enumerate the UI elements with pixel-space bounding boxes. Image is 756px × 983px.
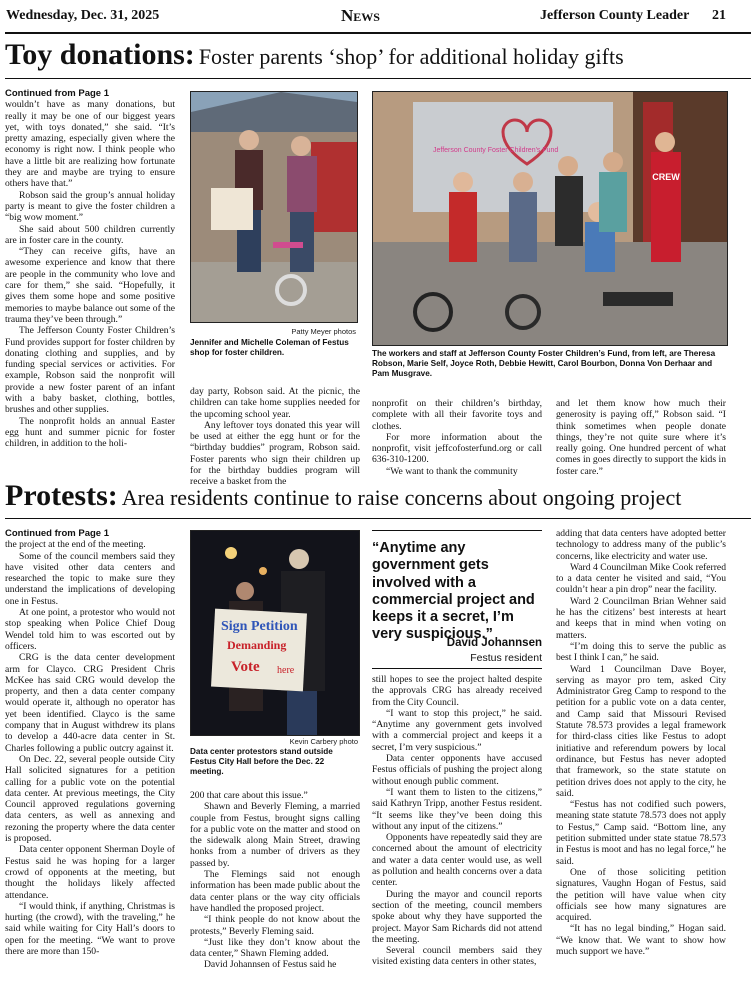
paragraph: Ward 2 Councilman Brian Wehner said he has the citizens’ best interests at heart and keeps that in mind when voting on matters. (556, 595, 726, 641)
paragraph: Some of the council members said they have visited other data centers and researched the topic to make sure they understand the implications of developing one in Festus. (5, 550, 175, 607)
paragraph: During the mayor and council reports section of the meeting, council members spoke about why they have supported the project. Mayor Sam Richards did not attend the meeting. (372, 888, 542, 945)
photo-credit: Kevin Carbery photo (289, 737, 358, 746)
photo-protestors-image (191, 531, 359, 735)
story2-column-2 (190, 790, 360, 978)
pullquote-name: David Johannsen (446, 637, 542, 649)
paragraph: Robson said the group’s annual holiday party is meant to give the foster children a “big wow moment.” (5, 189, 175, 224)
photo-caption: Data center protestors stand outside Festus City Hall before the Dec. 22 meeting. (190, 747, 333, 776)
headline-rule (5, 518, 751, 519)
continued-label: Continued from Page 1 (5, 528, 109, 539)
story1-headline (5, 38, 751, 78)
paragraph: day party, Robson said. At the picnic, the children can take home supplies needed for the upcoming school year. (190, 386, 360, 420)
paragraph: Ward 1 Councilman Dave Boyer, serving as mayor pro tem, asked City Administrator Greg Camp to respond to the petition for a public vote on a data center, and Camp said that Missouri Revised Statute 78.573 provides a legal framework for third-class cities like Festus to adopt initiative and referendum powers by local ordinance, but Festus has never adopted that framework, so the state statute on petition drives does not apply to the city, he said. (556, 663, 726, 799)
paragraph: The Flemings said not enough information has been made public about the data center plans or the way city officials have handled the proposed project. (190, 869, 360, 914)
sign-line: Sign Petition (221, 619, 298, 634)
photo-credit: Patty Meyer photos (291, 327, 356, 336)
photo-foster-fund-staff-image (373, 92, 727, 345)
section-name: News (341, 6, 380, 25)
pullquote-text: “Anytime any government gets involved with a commercial project and keeps it a secret, I’m very suspicious.” (372, 540, 535, 643)
photo-caption: Jennifer and Michelle Coleman of Festus shop for foster children. (190, 338, 349, 357)
photo-caption: The workers and staff at Jefferson County Foster Children’s Fund, from left, are Theresa Robson, Marie Self, Joyce Roth, Debbie Hewitt, Carol Bourbon, Donna Von Derhaar and Pam Musgrave. (372, 349, 716, 378)
window-sign-text: Jefferson County Foster Children's Fund (433, 147, 559, 154)
paragraph: On Dec. 22, several people outside City Hall solicited signatures for a petition calling for a public vote on the potential data center. At previous meetings, the City Council approved regulations governing data centers, as well as annexing and rezoning the property where the data center is proposed. (5, 753, 175, 845)
sign-line: here (277, 665, 295, 676)
paragraph: adding that data centers have adopted better technology to address many of the public’s concerns, like electricity and water use. (556, 528, 726, 562)
story1-column-3 (372, 398, 542, 476)
paragraph: The Jefferson County Foster Children’s Fund provides support for foster children by donating clothing and supplies, and by funding special services or activities. For example, Robson said the nonprofit will provide a new foster parent of an infant with a baby basket, clothing, bottles, brushes and other supplies. (5, 325, 175, 416)
paragraph: One of those soliciting petition signatures, Vaughn Hogan of Festus, said the petition will have value when city officials see how many signatures are acquired. (556, 866, 726, 924)
paragraph: nonprofit on their children’s birthday, complete with all their favorite toys and clothes. (372, 398, 542, 432)
paragraph: “Festus has not codified such powers, meaning state statute 78.573 does not apply to Festus,” Camp said. “Bottom line, any petition submitted under state statue 78.573 in Festus is moot and has no legal force,” he said. (556, 799, 726, 867)
paragraph: “I want them to listen to the citizens,” said Kathryn Tripp, another Festus resident. “It seems like they’ve been doing this without any input of the citizens.” (372, 786, 542, 832)
paragraph: Data center opponents have accused Festus officials of pushing the project along without enough public comment. (372, 753, 542, 787)
story2-column-3 (372, 674, 542, 978)
photo-foster-fund-staff (372, 91, 728, 346)
masthead-rule (5, 32, 751, 34)
story1-column-2 (190, 386, 360, 488)
pullquote-rule (372, 668, 542, 669)
pullquote-title: Festus resident (470, 652, 542, 664)
paragraph: For more information about the nonprofit, visit jeffcofosterfund.org or call 636-310-1200. (372, 431, 542, 466)
paragraph: Several council members said they visited existing data centers in other states, (372, 945, 542, 968)
paragraph: “Just like they don’t know about the data center,” Shawn Fleming added. (190, 936, 360, 960)
continued-label: Continued from Page 1 (5, 88, 109, 99)
paragraph: and let them know how much their generosity is paying off,” Robson said. “I think sometimes when people donate things, they’re not quite sure where it’s really going. One hundred percent of what comes in goes directly to support the kids in foster care.” (556, 398, 726, 477)
paragraph: David Johannsen of Festus said he (204, 959, 337, 971)
paragraph: Any leftover toys donated this year will be used at either the egg hunt or for the “birthday buddies” program, Robson said. Foster parents who sign their children up for the birthday buddies program will receive a basket from the (190, 419, 360, 488)
paragraph: “I think people do not know about the protests,” Beverly Fleming said. (190, 914, 360, 937)
paragraph: “They can receive gifts, have an awesome experience and know that there are people in the community who love and care for them,” she said. “Hopefully, it gives them some hope and some positive memories to maybe balance out some of the trauma they’ve been through.” (5, 246, 175, 325)
svg-text:Demanding (227, 638, 286, 652)
page-number: 21 (712, 8, 726, 23)
paragraph: wouldn’t have as many donations, but really it may be one of our biggest years yet, with toys donated,” she said. “It’s pretty amazing, especially given where the economy is right now. I think people who have a little bit are realizing how fortunate they are and maybe are trying to ensure others have that.” (5, 99, 175, 190)
paper-name: Jefferson County Leader (540, 8, 690, 23)
sign-line: Demanding (227, 638, 287, 652)
paragraph: the project at the end of the meeting. (5, 539, 146, 551)
paragraph: At one point, a protestor who would not stop speaking when Police Chief Doug Wendel told him to was escorted out by officers. (5, 607, 175, 652)
pullquote-rule (372, 530, 542, 531)
paragraph: “We want to thank the community (386, 465, 518, 477)
story1-headline-rest: Foster parents ‘shop’ for additional holiday gifts (198, 44, 624, 69)
paragraph: The nonprofit holds an annual Easter egg hunt and summer picnic for foster children, in addition to the holi- (5, 415, 175, 450)
story2-headline-bold: Protests: (5, 479, 118, 512)
story1-column-4 (556, 398, 726, 476)
story1-headline-bold: Toy donations: (5, 38, 195, 71)
paragraph: Shawn and Beverly Fleming, a married couple from Festus, brought signs calling for a public vote on the matter and stood on the sidewalk along Main Street, drawing honks from a number of drivers as they passed by. (190, 801, 360, 869)
paragraph: still hopes to see the project halted despite the approvals CRG has already received from the City Council. (372, 674, 542, 708)
headline-rule (5, 78, 751, 79)
paragraph: Opponents have repeatedly said they are concerned about the amount of electricity and water a data center would use, as well as pollution and health concerns over a data center. (372, 832, 542, 889)
issue-date: Wednesday, Dec. 31, 2025 (6, 8, 160, 23)
paragraph: She said about 500 children currently are in foster care in the county. (5, 223, 175, 246)
paragraph: CRG is the data center development arm for Clayco. CRG President Chris McKee has said CRG would develop the property, and then a data center company would operate it, although no operator has yet been identified. Clayco is the same company that in August withdrew its plans to develop a 440-acre data center in St. Charles following a public outcry against it. (5, 652, 175, 754)
shirt-text: CREW (652, 172, 680, 182)
svg-text:Vote (231, 659, 260, 675)
paragraph: “I’m doing this to serve the public as best I think I can,” he said. (556, 640, 726, 664)
photo-toy-shoppers-image (191, 92, 357, 322)
story2-headline-rest: Area residents continue to raise concerns about ongoing project (121, 485, 682, 510)
paragraph: “It has no legal binding,” Hogan said. “We know that. We want to show how much support we have.” (556, 923, 726, 957)
photo-protestors (190, 530, 360, 736)
paragraph: “I would think, if anything, Christmas is hurting (the crowd), with the traveling,” he said while waiting for City Hall’s doors to open for the meeting. “We want to prove there are more than 150- (5, 900, 175, 957)
paragraph: Ward 4 Councilman Mike Cook referred to a data center he visited and said, “You couldn’t hear a pin drop” near the facility. (556, 561, 726, 596)
story2-headline (5, 479, 751, 517)
story1-column-1 (5, 88, 175, 474)
paragraph: 200 that care about this issue.” (190, 790, 308, 801)
story2-column-1 (5, 528, 175, 978)
paragraph: Data center opponent Sherman Doyle of Festus said he was hoping for a larger crowd of opponents at the meeting, but thought the holidays likely affected attendance. (5, 844, 175, 901)
photo-toy-shoppers (190, 91, 358, 323)
story2-column-4 (556, 528, 726, 978)
paragraph: “I want to stop this project,” he said. “Anytime any government gets involved with a commercial project and keeps it a secret, I’m very suspicious.” (372, 707, 542, 753)
svg-text:Sign Petition (221, 619, 298, 634)
svg-text:here (277, 665, 295, 676)
sign-line: Vote (231, 659, 260, 675)
